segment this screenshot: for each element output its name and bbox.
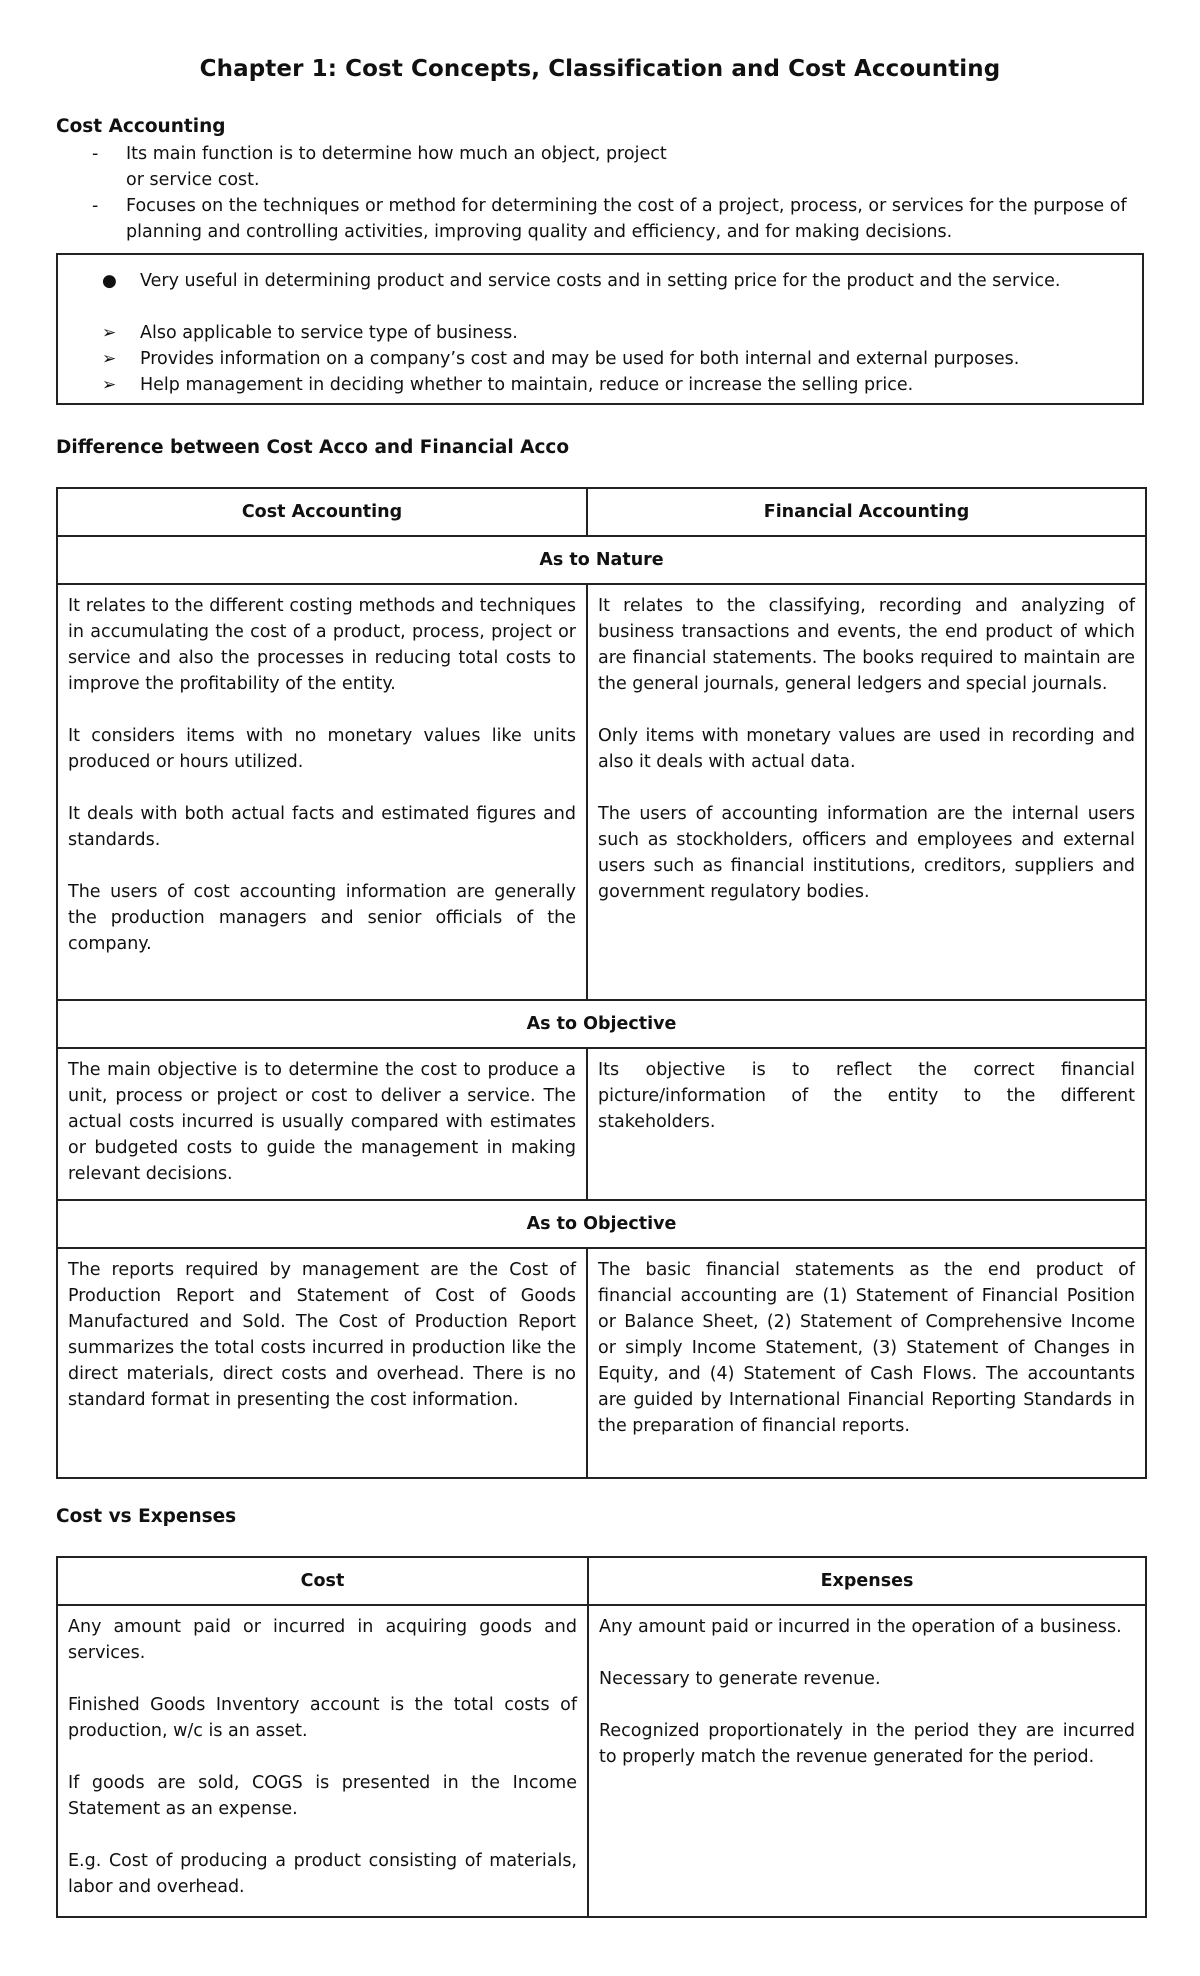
cost-accounting-reports-cell <box>57 1248 587 1478</box>
dash-marker: - <box>92 144 99 164</box>
box-arrow-item <box>102 320 1132 346</box>
cell-paragraph: If goods are sold, COGS is presented in the Income Statement as an expense. <box>68 1773 577 1819</box>
cell-paragraph: Recognized proportionately in the period they are incurred to properly match the revenue generated for the period. <box>599 1721 1135 1767</box>
expenses-cell <box>588 1605 1146 1917</box>
financial-accounting-reports-cell <box>587 1248 1146 1478</box>
cost-accounting-nature-cell <box>57 584 587 1000</box>
cell-paragraph: Finished Goods Inventory account is the total costs of production, w/c is an asset. <box>68 1695 577 1741</box>
cell-paragraph: The reports required by management are the Cost of Production Report and Statement of Cost of Goods Manufactured and Sold. The Cost of Production Report summarizes the total costs incurred in production like the direct materials, direct costs and overhead. There is no standard format in presenting the cost information. <box>68 1260 576 1410</box>
column-header-cost: Cost <box>57 1557 588 1605</box>
list-item-text: Its main function is to determine how much an object, project or service cost. <box>126 144 667 190</box>
box-bullet-item <box>102 268 1132 294</box>
table-row <box>57 1605 1146 1917</box>
column-header-cost-accounting: Cost Accounting <box>57 488 587 536</box>
highlight-box <box>56 253 1144 405</box>
arrow-icon: ➢ <box>102 349 117 369</box>
section-title-nature: As to Nature <box>57 536 1146 584</box>
cell-paragraph: It deals with both actual facts and estimated figures and standards. <box>68 804 576 850</box>
cell-paragraph: The basic financial statements as the end product of financial accounting are (1) Statement of Financial Position or Balance Sheet, (2) Statement of Comprehensive Income or simply Income Statement, (3) Statement of Changes in Equity, and (4) Statement of Cash Flows. The accountants are guided by International Financial Reporting Standards in the preparation of financial reports. <box>598 1260 1135 1436</box>
list-item-text: Focuses on the techniques or method for determining the cost of a project, process, or services for the purpose of planning and controlling activities, improving quality and efficiency, and for making decisions. <box>126 196 1127 242</box>
box-arrow-text: Also applicable to service type of business. <box>140 323 518 343</box>
section-title-objective: As to Objective <box>57 1000 1146 1048</box>
cost-vs-expenses-heading: Cost vs Expenses <box>56 1506 237 1527</box>
arrow-icon: ➢ <box>102 323 117 343</box>
cell-paragraph: It relates to the different costing methods and techniques in accumulating the cost of a product, process, project or service and also the processes in reducing total costs to improve the profitability of the entity. <box>68 596 576 694</box>
table-row <box>57 1048 1146 1200</box>
cell-paragraph: Necessary to generate revenue. <box>599 1669 881 1689</box>
bullet-icon: ● <box>102 271 117 291</box>
difference-heading: Difference between Cost Acco and Financial Acco <box>56 437 570 458</box>
table-row <box>57 584 1146 1000</box>
cell-paragraph: E.g. Cost of producing a product consisting of materials, labor and overhead. <box>68 1851 577 1897</box>
cell-paragraph: It relates to the classifying, recording and analyzing of business transactions and events, the end product of which are financial statements. The books required to maintain are the general journals, general ledgers and special journals. <box>598 596 1135 694</box>
cell-paragraph: The users of cost accounting information are generally the production managers and senior officials of the company. <box>68 882 576 954</box>
cell-paragraph: The main objective is to determine the cost to produce a unit, process or project or cost to deliver a service. The actual costs incurred is usually compared with estimates or budgeted costs to guide the management in making relevant decisions. <box>68 1060 576 1184</box>
cost-cell <box>57 1605 588 1917</box>
cost-vs-expenses-table <box>56 1556 1147 1918</box>
list-item <box>56 193 1156 245</box>
cost-accounting-objective-cell <box>57 1048 587 1200</box>
box-arrow-text: Provides information on a company’s cost and may be used for both internal and external purposes. <box>140 349 1020 369</box>
cell-paragraph: Any amount paid or incurred in the operation of a business. <box>599 1617 1122 1637</box>
cost-accounting-points <box>56 141 1156 245</box>
list-item <box>56 141 1156 193</box>
box-arrow-item <box>102 346 1132 372</box>
table-row <box>57 1248 1146 1478</box>
section-title-reports: As to Objective <box>57 1200 1146 1248</box>
cell-paragraph: The users of accounting information are the internal users such as stockholders, officers and employees and external users such as financial institutions, creditors, suppliers and government regulatory bodies. <box>598 804 1135 902</box>
cell-paragraph: It considers items with no monetary values like units produced or hours utilized. <box>68 726 576 772</box>
difference-table <box>56 487 1147 1479</box>
page-title: Chapter 1: Cost Concepts, Classification and Cost Accounting <box>199 56 1001 82</box>
box-bullet-text: Very useful in determining product and service costs and in setting price for the product and the service. <box>140 271 1061 291</box>
box-arrow-item <box>102 372 1132 398</box>
arrow-icon: ➢ <box>102 375 117 395</box>
dash-marker: - <box>92 196 99 216</box>
cell-paragraph: Only items with monetary values are used in recording and also it deals with actual data. <box>598 726 1135 772</box>
financial-accounting-nature-cell <box>587 584 1146 1000</box>
cost-accounting-heading: Cost Accounting <box>56 116 226 137</box>
financial-accounting-objective-cell <box>587 1048 1146 1200</box>
box-arrow-text: Help management in deciding whether to maintain, reduce or increase the selling price. <box>140 375 914 395</box>
column-header-financial-accounting: Financial Accounting <box>587 488 1146 536</box>
column-header-expenses: Expenses <box>588 1557 1146 1605</box>
cell-paragraph: Any amount paid or incurred in acquiring goods and services. <box>68 1617 577 1663</box>
cell-paragraph: Its objective is to reflect the correct financial picture/information of the entity to the different stakeholders. <box>598 1060 1135 1132</box>
